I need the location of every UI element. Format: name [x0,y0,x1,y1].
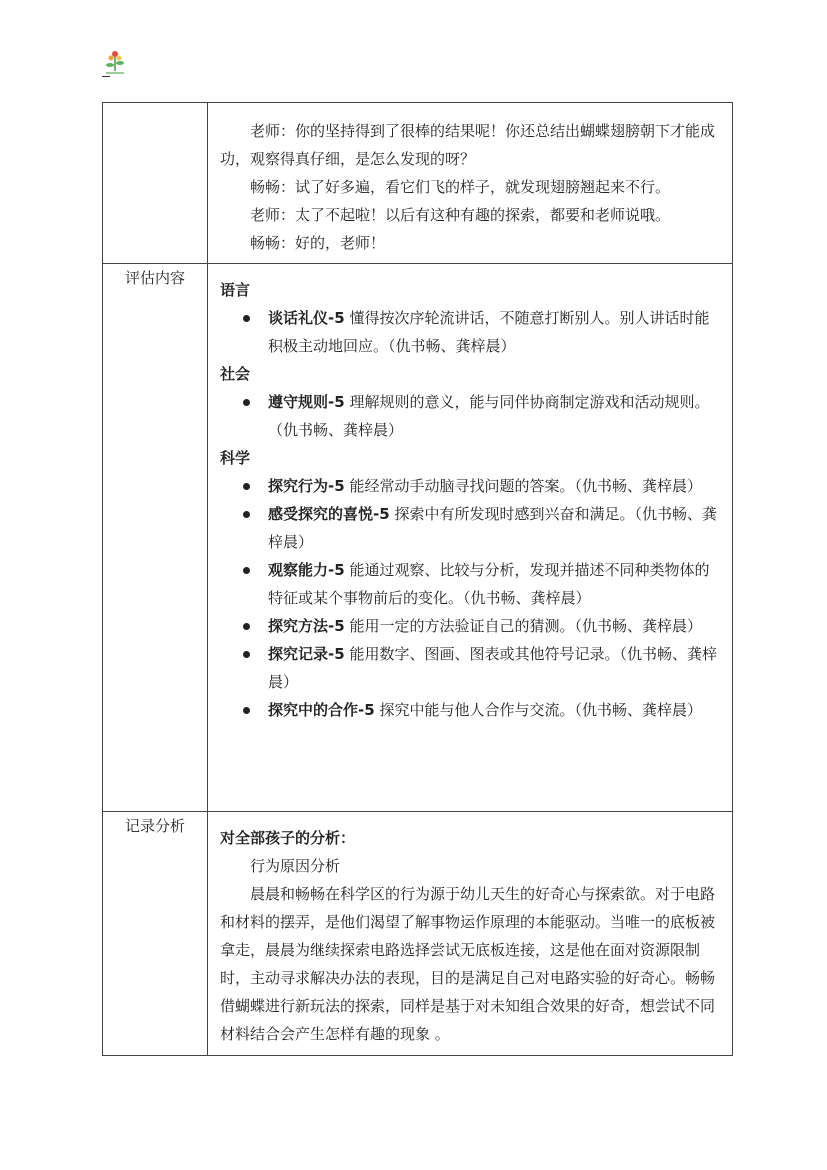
dialogue-row [103,103,733,264]
item-title: 感受探究的喜悦-5 [268,505,390,523]
logo-underline [102,76,110,77]
item-text: 懂得按次序轮流讲话，不随意打断别人。别人讲话时能积极主动地回应。（仇书畅、龚梓晨） [268,309,710,355]
bullet-icon [243,623,250,630]
item-text: 能通过观察、比较与分析，发现并描述不同种类物体的特征或某个事物前后的变化。（仇书畅、龚梓晨） [268,561,710,607]
dialogue-line: 老师：太了不起啦！以后有这种有趣的探索，都要和老师说哦。 [250,206,671,224]
list-item [268,640,720,696]
analysis-content [208,812,733,1056]
bullet-icon [243,399,250,406]
item-title: 探究行为-5 [268,477,345,495]
analysis-row [103,812,733,1056]
bullet-icon [243,483,250,490]
list-item [268,388,720,444]
item-text: 能经常动手动脑寻找问题的答案。（仇书畅、龚梓晨） [344,477,702,495]
list-item [268,696,720,724]
analysis-row-label: 记录分析 [103,812,208,1056]
record-table [102,102,733,1056]
item-text: 能用数字、图画、图表或其他符号记录。（仇书畅、龚梓晨） [268,645,717,691]
item-title: 探究记录-5 [268,645,345,663]
dialogue-line: 老师：你的坚持得到了很棒的结果呢！你还总结出蝴蝶翅膀朝下才能成功，观察得真仔细，是怎么发现的呀？ [220,122,716,168]
bullet-icon [243,707,250,714]
assessment-row-label: 评估内容 [103,264,208,812]
analysis-paragraph: 晨晨和畅畅在科学区的行为源于幼儿天生的好奇心与探索欲。对于电路和材料的摆弄，是他们渴望了解事物运作原理的本能驱动。当唯一的底板被拿走，晨晨为继续探索电路选择尝试无底板连接，这是他在面对资源限制时，主动寻求解决办法的表现，目的是满足自己对电路实验的好奇心。畅畅借蝴蝶进行新玩法的探索，同样是基于对未知组合效果的好奇，想尝试不同材料结合会产生怎样有趣的现象 。 [220,885,716,1043]
science-items [220,472,720,724]
section-heading-science: 科学 [220,449,251,467]
item-title: 探究方法-5 [268,617,345,635]
assessment-content [208,264,733,812]
dialogue-row-label [103,103,208,264]
item-title: 遵守规则-5 [268,393,345,411]
list-item [268,472,720,500]
assessment-row [103,264,733,812]
dialogue-line: 畅畅：试了好多遍，看它们飞的样子，就发现翅膀翘起来不行。 [250,178,671,196]
list-item [268,556,720,612]
list-item [268,304,720,360]
language-items [220,304,720,360]
item-text: 理解规则的意义，能与同伴协商制定游戏和活动规则。（仇书畅、龚梓晨） [268,393,710,439]
dialogue-line: 畅畅：好的，老师！ [250,234,386,252]
bullet-icon [243,511,250,518]
bullet-icon [243,315,250,322]
item-text: 探索中有所发现时感到兴奋和满足。（仇书畅、龚梓晨） [268,505,717,551]
item-title: 探究中的合作-5 [268,701,375,719]
flower-logo-icon [104,48,126,78]
item-title: 观察能力-5 [268,561,345,579]
list-item [268,612,720,640]
bullet-icon [243,651,250,658]
item-text: 能用一定的方法验证自己的猜测。（仇书畅、龚梓晨） [344,617,702,635]
social-items [220,388,720,444]
list-item [268,500,720,556]
bullet-icon [243,567,250,574]
analysis-heading: 对全部孩子的分析： [220,829,356,847]
item-title: 谈话礼仪-5 [268,309,345,327]
analysis-subheading: 行为原因分析 [250,857,341,875]
dialogue-content [208,103,733,264]
item-text: 探究中能与他人合作与交流。（仇书畅、龚梓晨） [374,701,702,719]
section-heading-social: 社会 [220,365,251,383]
section-heading-language: 语言 [220,281,251,299]
